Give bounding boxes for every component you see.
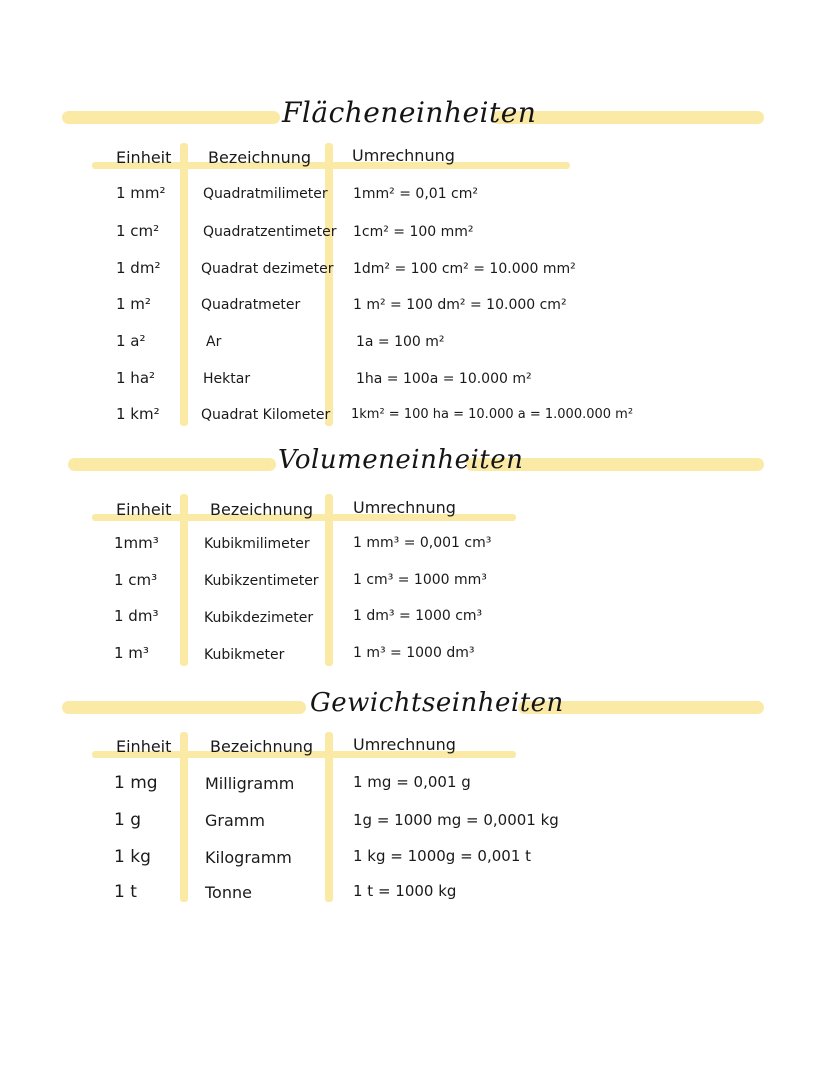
header-unit: Einheit — [116, 148, 172, 167]
name-cell: Kubikmilimeter — [204, 536, 310, 552]
unit-cell: 1 dm³ — [114, 607, 159, 625]
unit-cell: 1 m³ — [114, 644, 149, 662]
conversion-cell: 1 kg = 1000g = 0,001 t — [353, 847, 532, 865]
name-cell: Kubikmeter — [204, 647, 285, 663]
unit-cell: 1 kg — [114, 847, 151, 867]
unit-cell: 1 mm² — [116, 184, 166, 202]
name-cell: Ar — [206, 334, 222, 350]
column-divider-2 — [325, 494, 333, 666]
unit-cell: 1 a² — [116, 332, 146, 350]
name-cell: Quadratzentimeter — [203, 224, 337, 240]
unit-cell: 1 ha² — [116, 369, 156, 387]
unit-cell: 1 m² — [116, 295, 151, 313]
header-name: Bezeichnung — [210, 500, 314, 519]
unit-cell: 1 t — [114, 882, 137, 902]
header-unit: Einheit — [116, 737, 172, 756]
conversion-cell: 1 mg = 0,001 g — [353, 773, 471, 791]
unit-cell: 1mm³ — [114, 534, 159, 552]
conversion-cell: 1 cm³ = 1000 mm³ — [353, 572, 487, 588]
conversion-cell: 1 mm³ = 0,001 cm³ — [353, 535, 492, 551]
weight-title: Gewichtseinheiten — [310, 688, 564, 718]
name-cell: Hektar — [203, 371, 251, 387]
name-cell: Gramm — [205, 811, 265, 830]
column-divider-1 — [180, 494, 188, 666]
name-cell: Quadrat Kilometer — [201, 407, 331, 423]
name-cell: Kubikzentimeter — [204, 573, 319, 589]
conversion-cell: 1km² = 100 ha = 10.000 a = 1.000.000 m² — [351, 407, 634, 422]
conversion-cell: 1mm² = 0,01 cm² — [353, 186, 478, 202]
unit-cell: 1 km² — [116, 405, 160, 423]
header-conversion: Umrechnung — [352, 146, 455, 165]
conversion-cell: 1a = 100 m² — [356, 334, 445, 350]
header-conversion: Umrechnung — [353, 735, 456, 754]
name-cell: Milligramm — [205, 774, 295, 793]
header-conversion: Umrechnung — [353, 498, 456, 517]
column-divider-2 — [325, 732, 333, 902]
conversion-cell: 1 m² = 100 dm² = 10.000 cm² — [353, 297, 567, 313]
header-name: Bezeichnung — [208, 148, 312, 167]
conversion-cell: 1cm² = 100 mm² — [353, 224, 474, 240]
conversion-cell: 1 dm³ = 1000 cm³ — [353, 608, 483, 624]
name-cell: Quadratmeter — [201, 297, 301, 313]
conversion-cell: 1g = 1000 mg = 0,0001 kg — [353, 811, 559, 829]
name-cell: Quadratmilimeter — [203, 186, 328, 202]
name-cell: Tonne — [205, 883, 252, 902]
conversion-cell: 1 m³ = 1000 dm³ — [353, 645, 475, 661]
column-divider-1 — [180, 143, 188, 426]
conversion-cell: 1 t = 1000 kg — [353, 882, 457, 900]
unit-cell: 1 mg — [114, 773, 158, 793]
unit-cell: 1 cm² — [116, 222, 160, 240]
area-title: Flächeneinheiten — [282, 96, 537, 129]
conversion-cell: 1dm² = 100 cm² = 10.000 mm² — [353, 261, 576, 277]
unit-cell: 1 cm³ — [114, 571, 158, 589]
unit-cell: 1 g — [114, 810, 142, 830]
name-cell: Kubikdezimeter — [204, 610, 314, 626]
title-highlight-left — [68, 458, 276, 471]
header-unit: Einheit — [116, 500, 172, 519]
name-cell: Quadrat dezimeter — [201, 261, 334, 277]
unit-cell: 1 dm² — [116, 259, 161, 277]
header-name: Bezeichnung — [210, 737, 314, 756]
title-highlight-left — [62, 701, 306, 714]
name-cell: Kilogramm — [205, 848, 292, 867]
volume-title: Volumeneinheiten — [278, 445, 524, 475]
conversion-cell: 1ha = 100a = 10.000 m² — [356, 371, 532, 387]
title-highlight-left — [62, 111, 280, 124]
column-divider-1 — [180, 732, 188, 902]
